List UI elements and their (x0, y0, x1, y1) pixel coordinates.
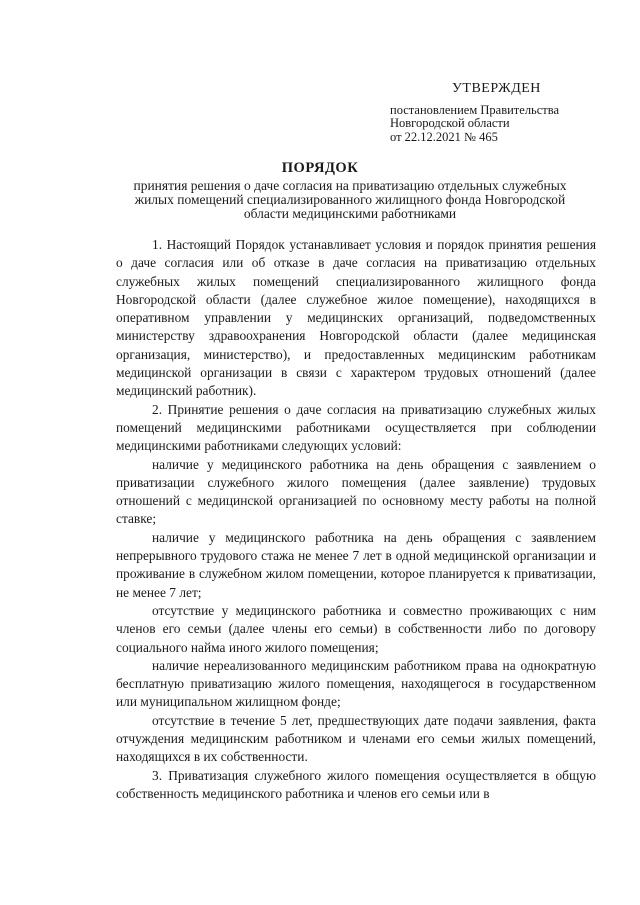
condition-no-alienation: отсутствие в течение 5 лет, предшествующих дате подачи заявления, факта отчуждения медицинским работником и членами его семьи жилых помещений, находящихся в их собственности. (116, 712, 596, 765)
approval-line: Новгородской области (390, 116, 510, 130)
condition-employment: наличие у медицинского работника на день обращения с заявлением о приватизации служебного жилого помещения (далее заявление) трудовых отношений с медицинской организацией по основному месту работы на полной ставке; (116, 456, 596, 527)
condition-seniority: наличие у медицинского работника на день обращения с заявлением непрерывного трудового стажа не менее 7 лет в одной медицинской организации и проживание в служебном жилом помещении, которое планируется к приватизации, не менее 7 лет; (116, 529, 596, 600)
document-body (116, 236, 596, 803)
subtitle-line: области медицинскими работниками (243, 206, 457, 221)
subtitle-line: жилых помещений специализированного жилищного фонда Новгородской (134, 192, 566, 207)
subtitle-line: принятия решения о даче согласия на приватизацию отдельных служебных (133, 178, 567, 193)
paragraph-2: 2. Принятие решения о даче согласия на приватизацию служебных жилых помещений медицинскими работниками осуществляется при соблюдении медицинскими работниками следующих условий: (116, 401, 596, 454)
document-title: ПОРЯДОК (281, 160, 359, 176)
approval-line: постановлением Правительства (390, 102, 560, 117)
approval-stamp (390, 82, 620, 144)
approval-title: УТВЕРЖДЕН (452, 81, 541, 96)
document-subtitle (100, 179, 600, 221)
paragraph-3: 3. Приватизация служебного жилого помещения осуществляется в общую собственность медицинского работника и членов его семьи или в (116, 767, 596, 801)
paragraph-1: 1. Настоящий Порядок устанавливает условия и порядок принятия решения о даче согласия или об отказе в даче согласия на приватизацию отдельных служебных жилых помещений специализированного жилищного фонда Новгородской области (далее служебное жилое помещение), находящихся в оперативном управлении у медицинских организаций, подведомственных министерству здравоохранения Новгородской области (далее медицинская организация, министерство), и предоставленных медицинским работникам медицинской организации в связи с характером трудовых отношений (далее медицинский работник). (116, 237, 596, 399)
approval-line: от 22.12.2021 № 465 (390, 129, 498, 144)
condition-no-other-housing: отсутствие у медицинского работника и совместно проживающих с ним членов его семьи (далее члены его семьи) в собственности либо по договору социального найма иного жилого помещения; (116, 602, 596, 655)
condition-unused-right: наличие нереализованного медицинским работником права на однократную бесплатную приватизацию жилого помещения, находящегося в государственном или муниципальном жилищном фонде; (116, 657, 596, 710)
